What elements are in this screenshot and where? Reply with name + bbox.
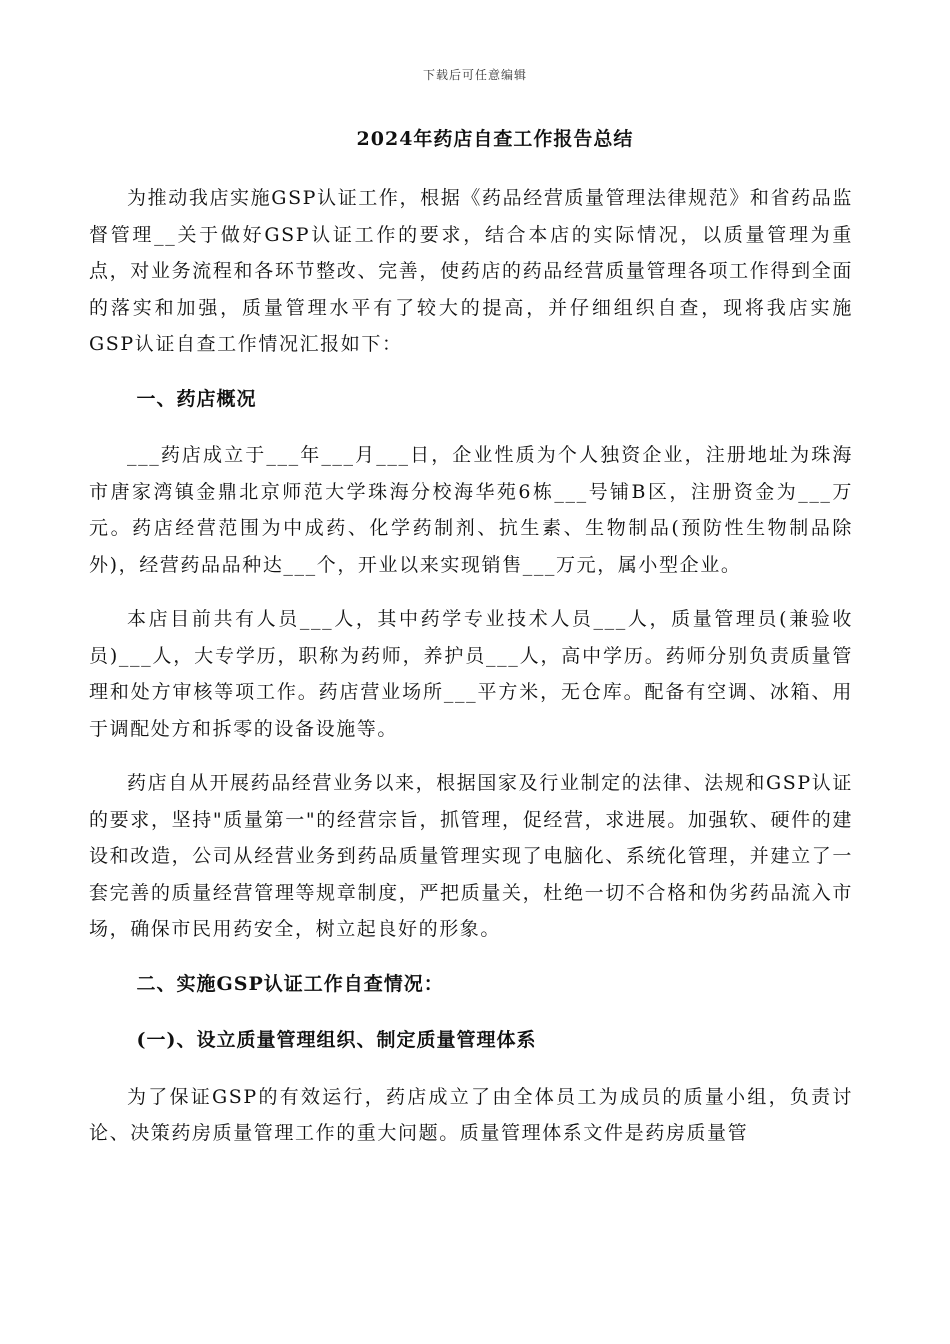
section-heading-self-check: 二、实施GSP认证工作自查情况： (136, 972, 444, 995)
intro-paragraph: 为推动我店实施GSP认证工作，根据《药品经营质量管理法律规范》和省药品监督管理__关于做好GSP认证工作的要求，结合本店的实际情况，以质量管理为重点，对业务流程和各环节整改、完善，使药店的药品经营质量管理各项工作得到全面的落实和加强，质量管理水平有了较大的提高，并仔细组织自查，现将我店实施GSP认证自查工作情况汇报如下： (89, 187, 853, 355)
quality-system-paragraph: 为了保证GSP的有效运行，药店成立了由全体员工为成员的质量小组，负责讨论、决策药房质量管理工作的重大问题。质量管理体系文件是药房质量管 (89, 1085, 853, 1144)
overview-paragraph-2: 本店目前共有人员___人，其中药学专业技术人员___人，质量管理员(兼验收员)___人，大专学历，职称为药师，养护员___人，高中学历。药师分别负责质量管理和处方审核等项工作。药店营业场所___平方米，无仓库。配备有空调、冰箱、用于调配处方和拆零的设备设施等。 (89, 608, 853, 740)
overview-paragraph-3: 药店自从开展药品经营业务以来，根据国家及行业制定的法律、法规和GSP认证的要求，坚持"质量第一"的经营宗旨，抓管理，促经营，求进展。加强软、硬件的建设和改造，公司从经营业务到药品质量管理实现了电脑化、系统化管理，并建立了一套完善的质量经营管理等规章制度，严把质量关，杜绝一切不合格和伪劣药品流入市场，确保市民用药安全，树立起良好的形象。 (89, 772, 853, 940)
subsection-heading-quality-system: (一)、设立质量管理组织、制定质量管理体系 (136, 1029, 537, 1051)
section-heading-overview: 一、药店概况 (136, 387, 257, 410)
overview-paragraph-1: ___药店成立于___年___月___日，企业性质为个人独资企业，注册地址为珠海市唐家湾镇金鼎北京师范大学珠海分校海华苑6栋___号铺B区，注册资金为___万元。药店经营范围为中成药、化学药制剂、抗生素、生物制品(预防性生物制品除外)，经营药品品种达___个，开业以来实现销售___万元，属小型企业。 (89, 444, 853, 576)
document-title: 2024年药店自查工作报告总结 (356, 128, 634, 150)
page-header-note: 下载后可任意编辑 (422, 68, 527, 82)
document-body (89, 180, 853, 1170)
